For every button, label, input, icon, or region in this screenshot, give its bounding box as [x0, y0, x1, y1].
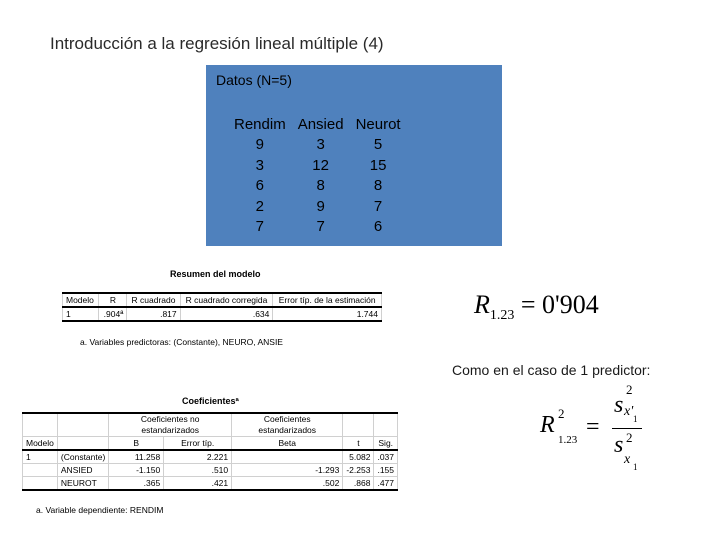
table-row	[23, 464, 398, 477]
col-neurot: Neurot	[355, 116, 401, 133]
r2-sup: 2	[558, 406, 565, 421]
hdr-r: R	[99, 293, 127, 307]
formula-r2	[540, 382, 670, 474]
table-row	[23, 477, 398, 491]
cell: -1.293	[232, 464, 343, 477]
hdr-std: Coeficientes estandarizados	[232, 413, 343, 437]
hdr-r2: R cuadrado	[127, 293, 180, 307]
hdr-sig: Sig.	[374, 437, 398, 451]
cell: 5	[373, 136, 383, 154]
den-subsub: 1	[633, 462, 638, 472]
cell: 2.221	[164, 450, 232, 464]
den-sub: x	[624, 452, 631, 467]
cell: 11.258	[109, 450, 164, 464]
formula-r-sub: 1.23	[489, 308, 515, 324]
cell: 7	[373, 197, 383, 215]
cell: 8	[373, 177, 383, 195]
model-summary-table	[62, 292, 382, 322]
model-summary-note: a. Variables predictoras: (Constante), NEURO, ANSIE	[80, 337, 283, 347]
formula-r-value: = 0'904	[520, 290, 599, 319]
data-row	[228, 135, 407, 156]
num-sub: x'	[624, 404, 634, 419]
formula-r	[474, 290, 599, 324]
cell: (Constante)	[57, 450, 108, 464]
data-table	[228, 115, 407, 238]
cell: ANSIED	[57, 464, 108, 477]
cell: 2	[255, 197, 265, 215]
cell: 8	[316, 177, 325, 195]
den-exp: 2	[626, 430, 633, 445]
data-row	[228, 176, 407, 197]
hdr-r2-adj: R cuadrado corregida	[180, 293, 273, 307]
hdr-se: Error típ.	[164, 437, 232, 451]
col-rendim: Rendim	[234, 116, 286, 133]
coef-note: a. Variable dependiente: RENDIM	[36, 505, 164, 515]
r2-sub: 1.23	[558, 434, 578, 446]
cell: .037	[374, 450, 398, 464]
num-exp: 2	[626, 382, 633, 397]
table-row	[23, 450, 398, 464]
cell: 6	[255, 177, 265, 195]
model-summary-title: Resumen del modelo	[170, 269, 261, 279]
hdr-modelo: Modelo	[63, 293, 99, 307]
cell: 6	[373, 218, 383, 236]
fraction-bar	[612, 428, 642, 429]
cell: 5.082	[343, 450, 374, 464]
cell	[23, 477, 58, 491]
cell: .817	[127, 307, 180, 321]
hdr-modelo: Modelo	[23, 437, 58, 451]
cell: .421	[164, 477, 232, 491]
cell: 12	[312, 156, 329, 174]
cell: 1	[23, 450, 58, 464]
slide-title: Introducción a la regresión lineal múltiple (4)	[50, 34, 384, 53]
formula-r-symbol: R	[474, 290, 490, 319]
cell: 9	[316, 197, 325, 215]
cell: 3	[316, 136, 325, 154]
hdr-var	[57, 437, 108, 451]
hdr-error: Error típ. de la estimación	[273, 293, 382, 307]
col-ansied: Ansied	[297, 116, 344, 133]
cell: .365	[109, 477, 164, 491]
r2-symbol: R	[540, 412, 555, 438]
cell: 3	[255, 156, 265, 174]
cell	[232, 450, 343, 464]
hdr-beta: Beta	[232, 437, 343, 451]
cell: .477	[374, 477, 398, 491]
r2-equals: =	[586, 414, 600, 440]
cell: .510	[164, 464, 232, 477]
num-subsub: 1	[633, 414, 638, 424]
caption: Como en el caso de 1 predictor:	[452, 362, 651, 378]
data-box	[206, 65, 502, 246]
cell: .155	[374, 464, 398, 477]
num-s: s	[614, 392, 624, 418]
data-row	[228, 217, 407, 238]
cell: 7	[255, 218, 265, 236]
hdr-t: t	[343, 437, 374, 451]
cell: .904ª	[99, 307, 127, 321]
cell	[23, 464, 58, 477]
cell: .502	[232, 477, 343, 491]
cell: 15	[369, 156, 387, 174]
data-row	[228, 197, 407, 218]
cell: .634	[180, 307, 273, 321]
den-s: s	[614, 432, 624, 458]
cell: 7	[316, 218, 325, 236]
data-box-header: Datos (N=5)	[216, 72, 292, 88]
cell: 1	[63, 307, 99, 321]
cell: .868	[343, 477, 374, 491]
data-row	[228, 156, 407, 177]
hdr-unstd: Coeficientes no estandarizados	[109, 413, 232, 437]
cell: 9	[255, 136, 265, 154]
cell: NEUROT	[57, 477, 108, 491]
coef-title: Coeficientesª	[182, 396, 239, 406]
cell: -1.150	[109, 464, 164, 477]
cell: -2.253	[343, 464, 374, 477]
coef-table	[22, 412, 398, 491]
hdr-b: B	[109, 437, 164, 451]
cell: 1.744	[273, 307, 382, 321]
